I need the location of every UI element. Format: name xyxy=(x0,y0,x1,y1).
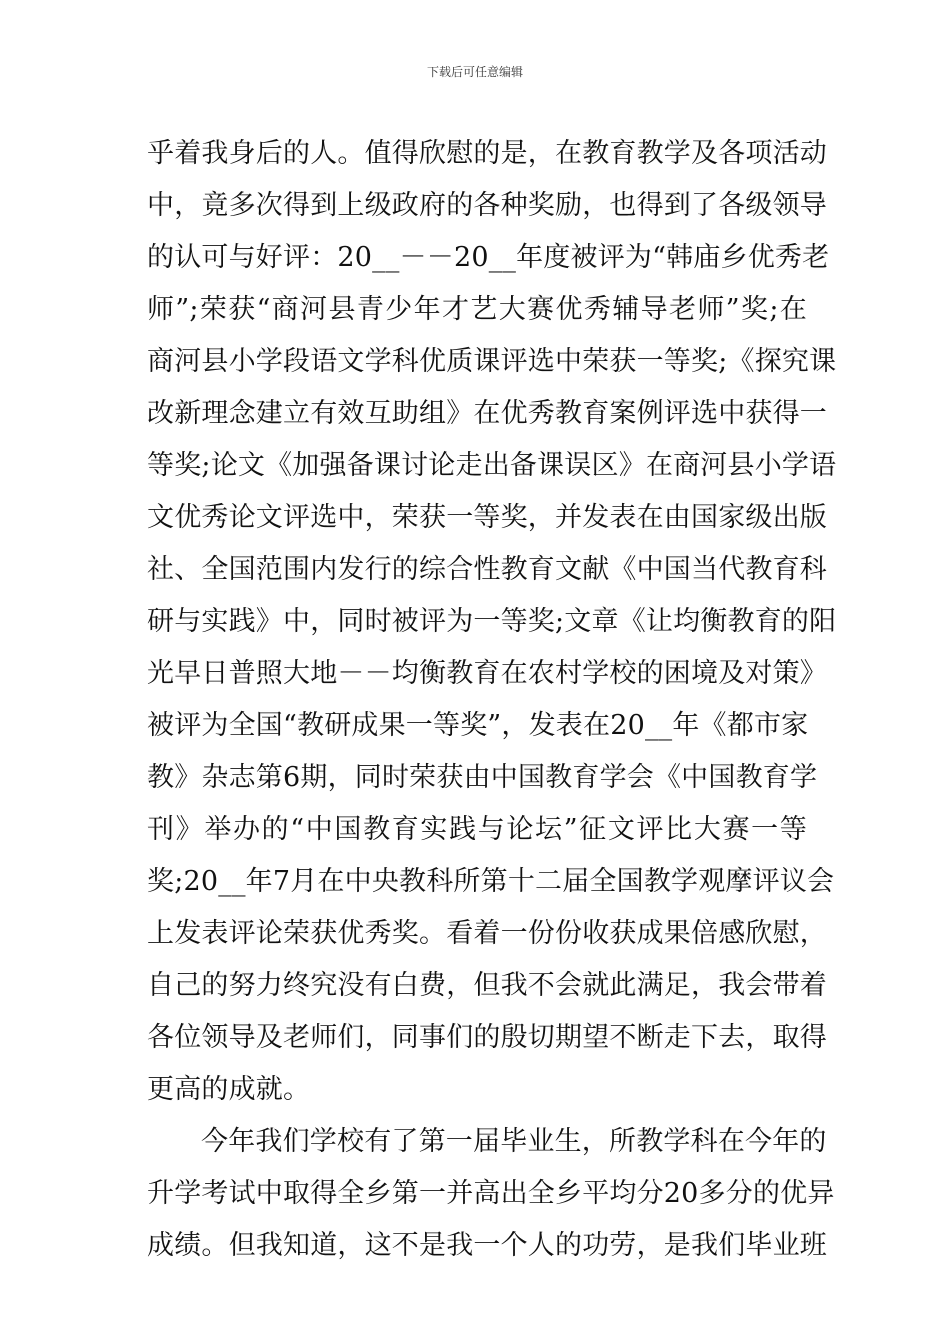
text-line: 光早日普照大地－－均衡教育在农村学校的困境及对策》 xyxy=(147,658,827,689)
document-body xyxy=(147,128,837,1272)
page-header-note: 下载后可任意编辑 xyxy=(426,65,523,79)
text-line: 研与实践》中，同时被评为一等奖;文章《让均衡教育的阳 xyxy=(147,606,837,637)
text-line: 文优秀论文评选中，荣获一等奖，并发表在由国家级出版 xyxy=(147,502,827,533)
text-line: 成绩。但我知道，这不是我一个人的功劳，是我们毕业班 xyxy=(147,1230,827,1261)
text-line: 乎着我身后的人。值得欣慰的是，在教育教学及各项活动 xyxy=(147,138,827,169)
text-line: 中，竟多次得到上级政府的各种奖励，也得到了各级领导 xyxy=(147,190,827,221)
text-line: 等奖;论文《加强备课讨论走出备课误区》在商河县小学语 xyxy=(147,450,837,481)
paragraph-2 xyxy=(147,1116,835,1272)
text-line: 更高的成就。 xyxy=(147,1074,311,1105)
text-line: 师”;荣获“商河县青少年才艺大赛优秀辅导老师”奖;在 xyxy=(147,294,807,325)
text-line: 上发表评论荣获优秀奖。看着一份份收获成果倍感欣慰， xyxy=(147,918,827,949)
text-line: 刊》举办的“中国教育实践与论坛”征文评比大赛一等 xyxy=(147,814,807,845)
text-line: 今年我们学校有了第一届毕业生，所教学科在今年的 xyxy=(201,1126,827,1157)
text-line: 自己的努力终究没有白费，但我不会就此满足，我会带着 xyxy=(147,970,827,1001)
text-line: 商河县小学段语文学科优质课评选中荣获一等奖;《探究课 xyxy=(147,346,837,377)
paragraph-1 xyxy=(147,128,837,1116)
text-line: 社、全国范围内发行的综合性教育文献《中国当代教育科 xyxy=(147,554,827,585)
text-line: 被评为全国“教研成果一等奖”，发表在20__年《都市家 xyxy=(147,710,809,741)
text-line: 升学考试中取得全乡第一并高出全乡平均分20多分的优异 xyxy=(147,1178,835,1209)
text-line: 各位领导及老师们，同事们的殷切期望不断走下去，取得 xyxy=(147,1022,827,1053)
text-line: 教》杂志第6期，同时荣获由中国教育学会《中国教育学 xyxy=(147,762,818,793)
text-line: 奖;20__年7月在中央教科所第十二届全国教学观摩评议会 xyxy=(147,866,835,897)
text-line: 改新理念建立有效互助组》在优秀教育案例评选中获得一 xyxy=(147,398,827,429)
text-line: 的认可与好评：20__－－20__年度被评为“韩庙乡优秀老 xyxy=(147,242,830,273)
